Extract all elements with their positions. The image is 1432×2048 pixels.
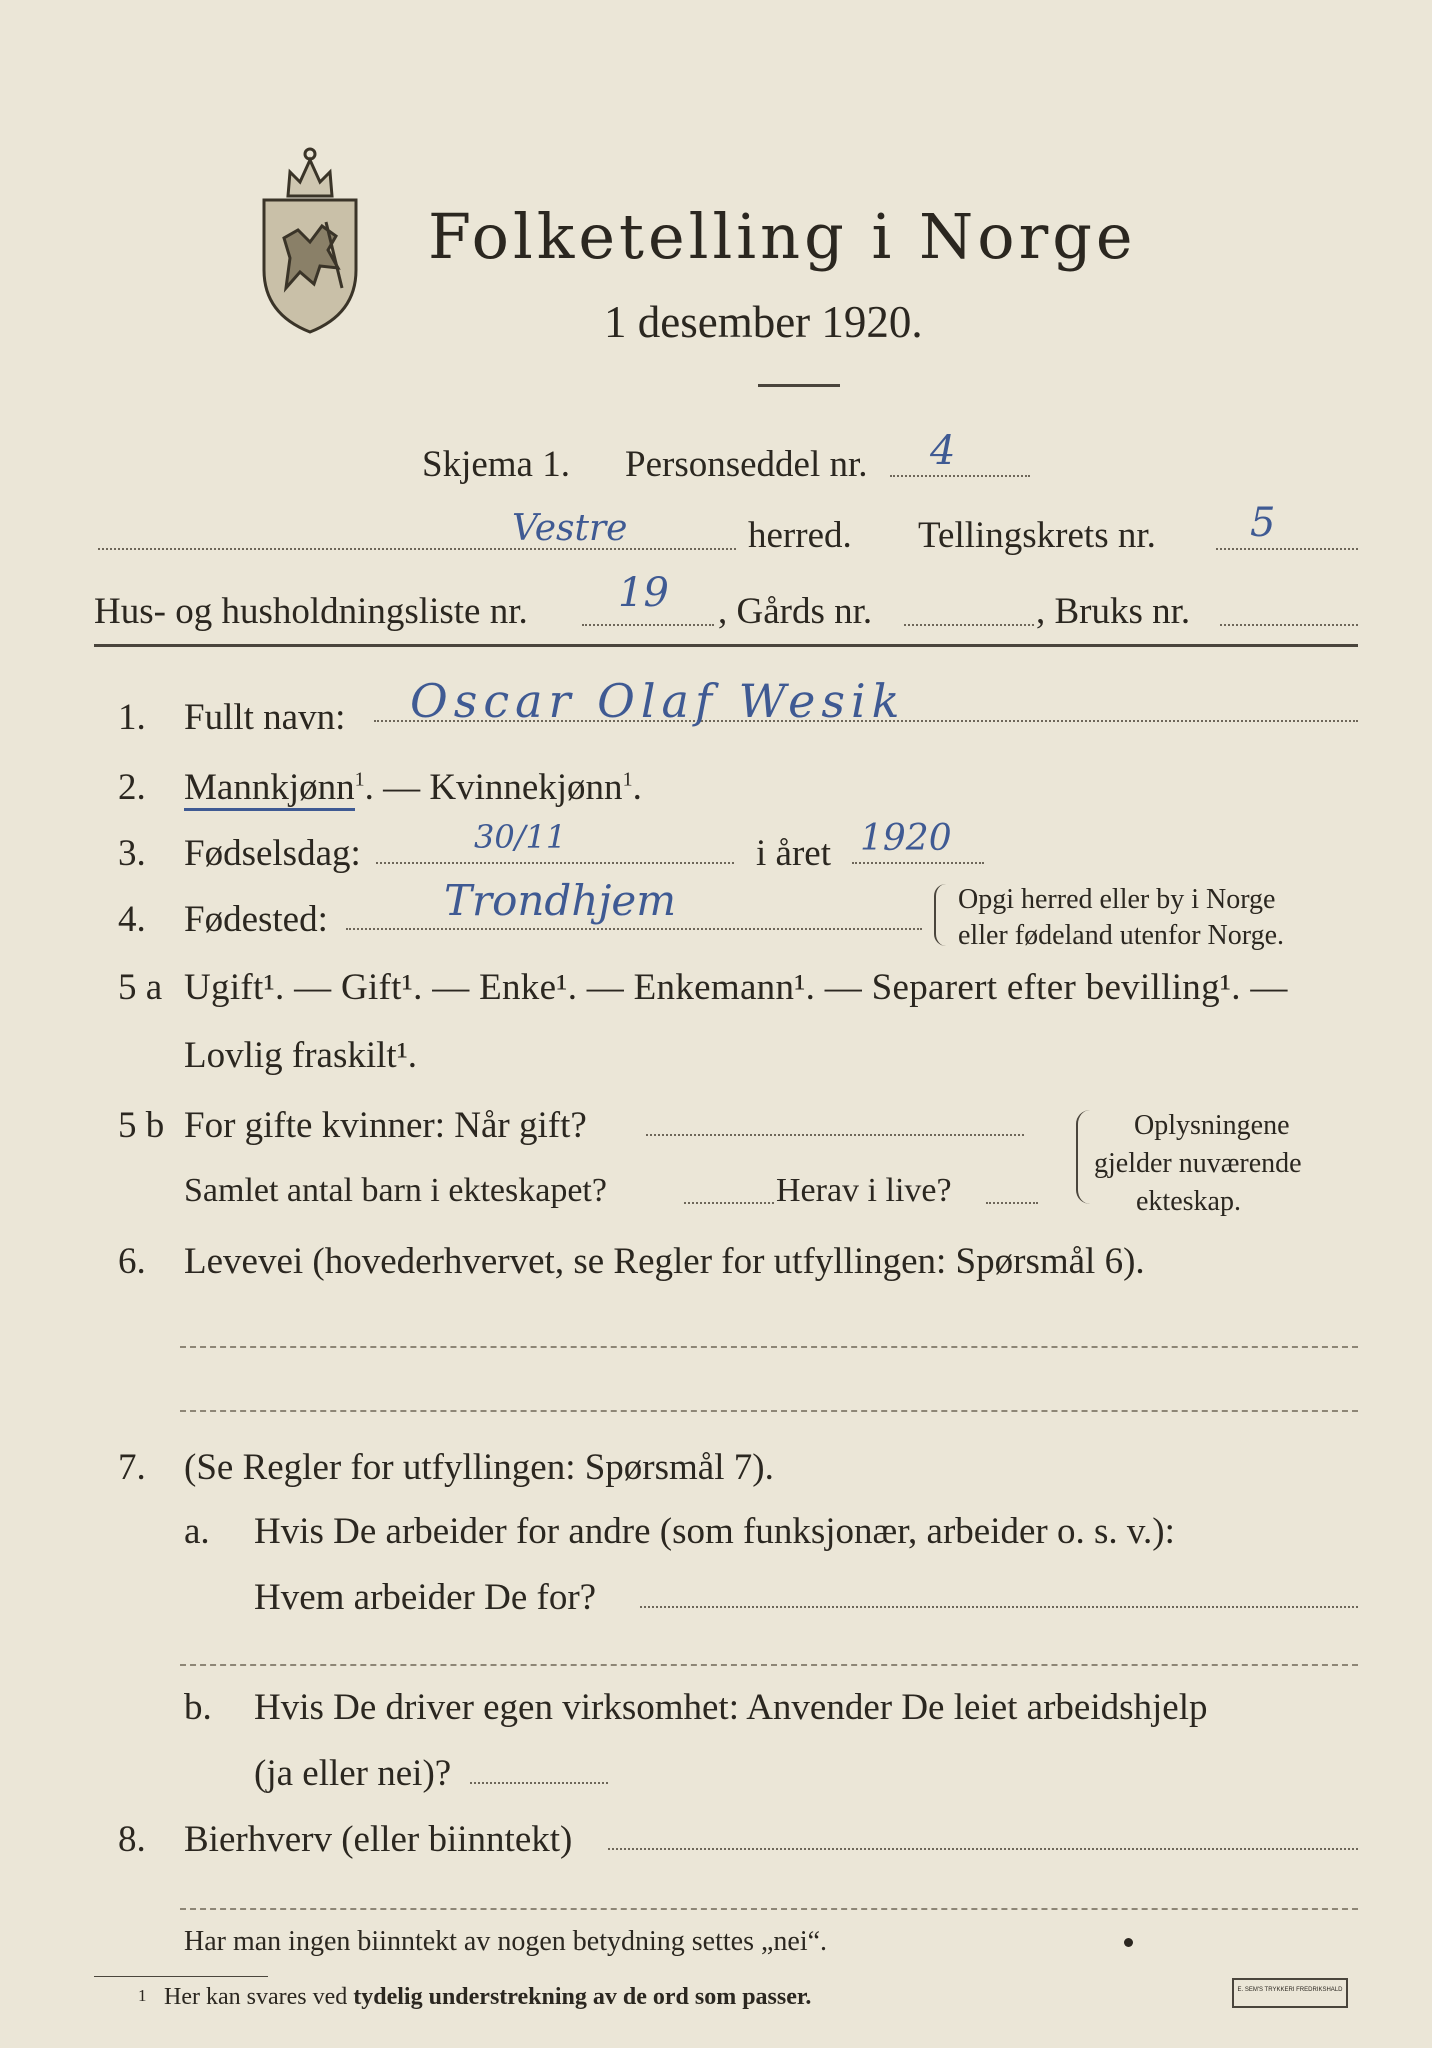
q4-label: Fødested: bbox=[184, 899, 328, 940]
census-date: 1 desember 1920. bbox=[604, 297, 923, 347]
q2-options bbox=[184, 766, 642, 809]
form-title: Folketelling i Norge bbox=[428, 200, 1137, 273]
employer-label: Hvem arbeider De for? bbox=[254, 1577, 597, 1618]
herred-value: Vestre bbox=[512, 508, 628, 549]
birth-year-value: 1920 bbox=[860, 818, 952, 859]
header-rule bbox=[94, 644, 1358, 647]
hired-help-field[interactable] bbox=[470, 1782, 608, 1784]
hus-label: Hus- og husholdningsliste nr. bbox=[94, 591, 528, 632]
employer-field-line2[interactable] bbox=[180, 1664, 1358, 1666]
q7b-letter: b. bbox=[184, 1687, 212, 1728]
children-alive-label: Herav i live? bbox=[776, 1172, 952, 1209]
q4-number: 4. bbox=[118, 899, 146, 940]
marital-status-divorced[interactable]: Lovlig fraskilt¹. bbox=[184, 1035, 418, 1076]
footnote-text-b: tydelig understrekning av de ord som passer. bbox=[353, 1984, 812, 2010]
q3-label: Fødselsdag: bbox=[184, 833, 361, 874]
tellingskrets-value: 5 bbox=[1250, 500, 1276, 546]
bruks-label: , Bruks nr. bbox=[1036, 591, 1191, 632]
q8-number: 8. bbox=[118, 1819, 146, 1860]
q4-note-line1: Opgi herred eller by i Norge bbox=[958, 884, 1276, 915]
q7b-line1: Hvis De driver egen virksomhet: Anvender De leiet arbeidshjelp bbox=[254, 1687, 1208, 1728]
personseddel-field[interactable] bbox=[890, 475, 1030, 477]
q2-number: 2. bbox=[118, 767, 146, 808]
occupation-field-line1[interactable] bbox=[180, 1346, 1358, 1348]
children-count-field[interactable] bbox=[684, 1202, 774, 1204]
q7-label: (Se Regler for utfyllingen: Spørsmål 7). bbox=[184, 1447, 774, 1488]
marital-status-options[interactable]: Ugift¹. — Gift¹. — Enke¹. — Enkemann¹. — Separert efter bevilling¹. — bbox=[184, 967, 1288, 1008]
q5b-note-line3: ekteskap. bbox=[1136, 1186, 1241, 1217]
year-label: i året bbox=[756, 833, 831, 874]
personseddel-label: Personseddel nr. bbox=[625, 444, 868, 485]
birth-date-field[interactable] bbox=[376, 862, 734, 864]
q4-note-line2: eller fødeland utenfor Norge. bbox=[958, 920, 1285, 951]
q5a-number: 5 a bbox=[118, 967, 163, 1008]
q2-period: . bbox=[632, 767, 642, 808]
occupation-field-line2[interactable] bbox=[180, 1410, 1358, 1412]
side-income-field-line2[interactable] bbox=[180, 1908, 1358, 1910]
footnote-number: 1 bbox=[138, 1986, 147, 2005]
birth-date-value: 30/11 bbox=[474, 818, 567, 856]
coat-of-arms-icon bbox=[250, 138, 370, 336]
footnote-rule bbox=[94, 1976, 268, 1977]
q7a-line1: Hvis De arbeider for andre (som funksjonær, arbeider o. s. v.): bbox=[254, 1511, 1175, 1552]
q1-label: Fullt navn: bbox=[184, 697, 346, 738]
footnote-text-a: Her kan svares ved bbox=[164, 1984, 354, 2010]
q5b-number: 5 b bbox=[118, 1105, 165, 1146]
printer-mark: E. SEM'S TRYKKERI FREDRIKSHALD bbox=[1232, 1978, 1348, 2008]
skjema-label: Skjema 1. bbox=[422, 444, 570, 485]
hus-field[interactable] bbox=[582, 624, 714, 626]
birth-year-field[interactable] bbox=[852, 862, 984, 864]
hired-help-label: (ja eller nei)? bbox=[254, 1753, 452, 1794]
married-when-label: For gifte kvinner: Når gift? bbox=[184, 1105, 587, 1146]
side-income-field[interactable] bbox=[608, 1848, 1358, 1850]
full-name-value: Oscar Olaf Wesik bbox=[410, 674, 906, 728]
no-income-note: Har man ingen biinntekt av nogen betydning settes „nei“. bbox=[184, 1926, 828, 1957]
female-option[interactable]: . — Kvinnekjønn bbox=[364, 767, 623, 808]
herred-label: herred. bbox=[748, 515, 852, 556]
gards-label: , Gårds nr. bbox=[718, 591, 873, 632]
ink-dot bbox=[1124, 1938, 1133, 1947]
q6-label: Levevei (hovederhvervet, se Regler for utfyllingen: Spørsmål 6). bbox=[184, 1241, 1145, 1282]
q8-label: Bierhverv (eller biinntekt) bbox=[184, 1819, 573, 1860]
q3-number: 3. bbox=[118, 833, 146, 874]
footnote-text bbox=[164, 1984, 811, 2011]
birthplace-field[interactable] bbox=[346, 928, 922, 930]
q7-number: 7. bbox=[118, 1447, 146, 1488]
gards-field[interactable] bbox=[904, 624, 1034, 626]
tellingskrets-field[interactable] bbox=[1216, 548, 1358, 550]
q2-footnote-mark-2: 1 bbox=[622, 768, 633, 791]
q6-number: 6. bbox=[118, 1241, 146, 1282]
q7a-letter: a. bbox=[184, 1511, 210, 1552]
male-option[interactable]: Mannkjønn bbox=[184, 767, 355, 811]
hus-value: 19 bbox=[618, 570, 669, 616]
children-alive-field[interactable] bbox=[986, 1202, 1038, 1204]
children-count-label: Samlet antal barn i ekteskapet? bbox=[184, 1172, 607, 1209]
q4-brace bbox=[934, 884, 952, 946]
married-when-field[interactable] bbox=[646, 1134, 1024, 1136]
title-divider bbox=[758, 384, 840, 387]
bruks-field[interactable] bbox=[1220, 624, 1358, 626]
employer-field[interactable] bbox=[640, 1606, 1358, 1608]
birthplace-value: Trondhjem bbox=[444, 876, 677, 925]
tellingskrets-label: Tellingskrets nr. bbox=[918, 515, 1156, 556]
personseddel-value: 4 bbox=[930, 428, 956, 474]
q1-number: 1. bbox=[118, 697, 146, 738]
q5b-note-line2: gjelder nuværende bbox=[1094, 1148, 1302, 1179]
q2-footnote-mark: 1 bbox=[354, 768, 365, 791]
q5b-brace bbox=[1076, 1110, 1094, 1204]
herred-field[interactable] bbox=[98, 548, 736, 550]
q5b-note-line1: Oplysningene bbox=[1134, 1110, 1290, 1141]
